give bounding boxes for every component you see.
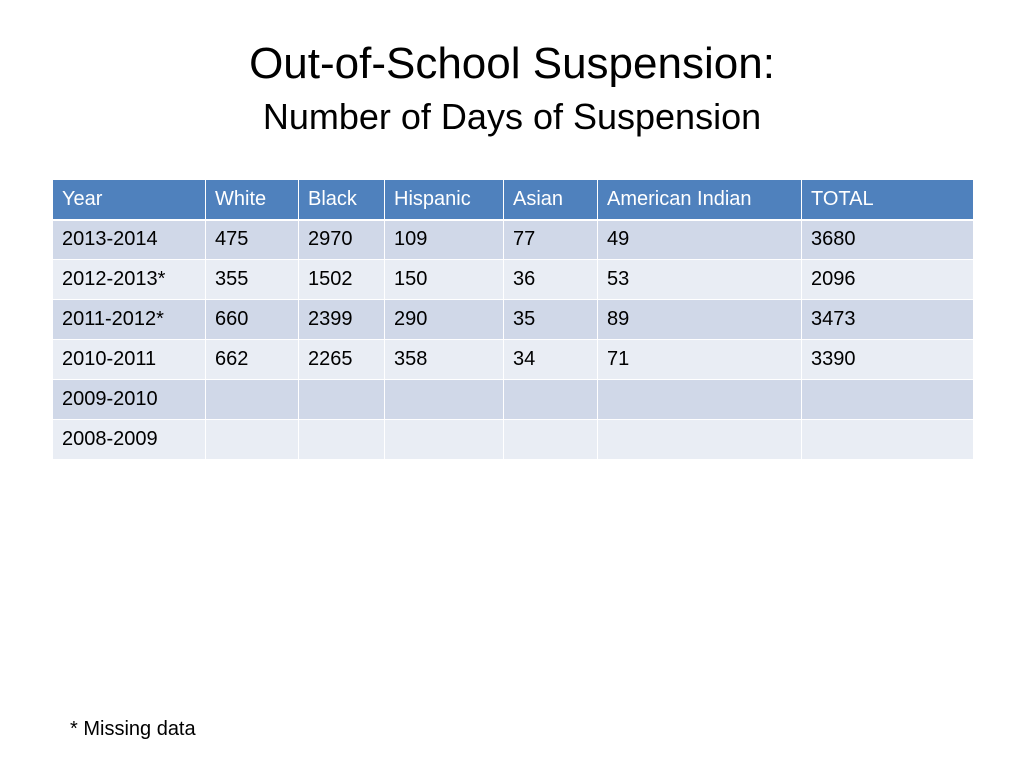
table-row bbox=[53, 340, 974, 380]
header-hispanic: Hispanic bbox=[385, 180, 504, 220]
cell-year: 2012-2013* bbox=[53, 260, 206, 300]
cell-american-indian: 53 bbox=[598, 260, 802, 300]
cell-total: 3680 bbox=[802, 220, 974, 260]
cell-american-indian bbox=[598, 380, 802, 420]
cell-white: 355 bbox=[206, 260, 299, 300]
cell-white bbox=[206, 380, 299, 420]
header-white: White bbox=[206, 180, 299, 220]
cell-hispanic bbox=[385, 380, 504, 420]
cell-hispanic bbox=[385, 420, 504, 460]
slide-title bbox=[0, 36, 1024, 142]
cell-year: 2011-2012* bbox=[53, 300, 206, 340]
table-header-row bbox=[53, 180, 974, 220]
cell-asian: 35 bbox=[504, 300, 598, 340]
cell-black bbox=[299, 420, 385, 460]
header-black: Black bbox=[299, 180, 385, 220]
table-row bbox=[53, 300, 974, 340]
cell-american-indian: 49 bbox=[598, 220, 802, 260]
cell-hispanic: 290 bbox=[385, 300, 504, 340]
cell-asian bbox=[504, 420, 598, 460]
title-main: Out-of-School Suspension: bbox=[249, 39, 775, 88]
cell-asian bbox=[504, 380, 598, 420]
table-row bbox=[53, 420, 974, 460]
footnote: * Missing data bbox=[70, 718, 196, 740]
cell-total: 2096 bbox=[802, 260, 974, 300]
table-row bbox=[53, 220, 974, 260]
cell-total bbox=[802, 380, 974, 420]
header-total: TOTAL bbox=[802, 180, 974, 220]
header-american-indian: American Indian bbox=[598, 180, 802, 220]
cell-total: 3473 bbox=[802, 300, 974, 340]
cell-black: 1502 bbox=[299, 260, 385, 300]
cell-year: 2013-2014 bbox=[53, 220, 206, 260]
cell-hispanic: 358 bbox=[385, 340, 504, 380]
cell-year: 2008-2009 bbox=[53, 420, 206, 460]
header-asian: Asian bbox=[504, 180, 598, 220]
cell-year: 2010-2011 bbox=[53, 340, 206, 380]
cell-black: 2970 bbox=[299, 220, 385, 260]
cell-american-indian: 71 bbox=[598, 340, 802, 380]
table-row bbox=[53, 380, 974, 420]
cell-total bbox=[802, 420, 974, 460]
cell-black: 2265 bbox=[299, 340, 385, 380]
cell-asian: 34 bbox=[504, 340, 598, 380]
cell-black: 2399 bbox=[299, 300, 385, 340]
cell-asian: 36 bbox=[504, 260, 598, 300]
cell-total: 3390 bbox=[802, 340, 974, 380]
cell-white: 662 bbox=[206, 340, 299, 380]
cell-hispanic: 109 bbox=[385, 220, 504, 260]
cell-white: 660 bbox=[206, 300, 299, 340]
suspension-table bbox=[52, 179, 974, 460]
cell-year: 2009-2010 bbox=[53, 380, 206, 420]
cell-asian: 77 bbox=[504, 220, 598, 260]
header-year: Year bbox=[53, 180, 206, 220]
title-subtitle: Number of Days of Suspension bbox=[262, 96, 762, 137]
cell-black bbox=[299, 380, 385, 420]
cell-white bbox=[206, 420, 299, 460]
cell-white: 475 bbox=[206, 220, 299, 260]
cell-american-indian bbox=[598, 420, 802, 460]
cell-american-indian: 89 bbox=[598, 300, 802, 340]
cell-hispanic: 150 bbox=[385, 260, 504, 300]
table-row bbox=[53, 260, 974, 300]
